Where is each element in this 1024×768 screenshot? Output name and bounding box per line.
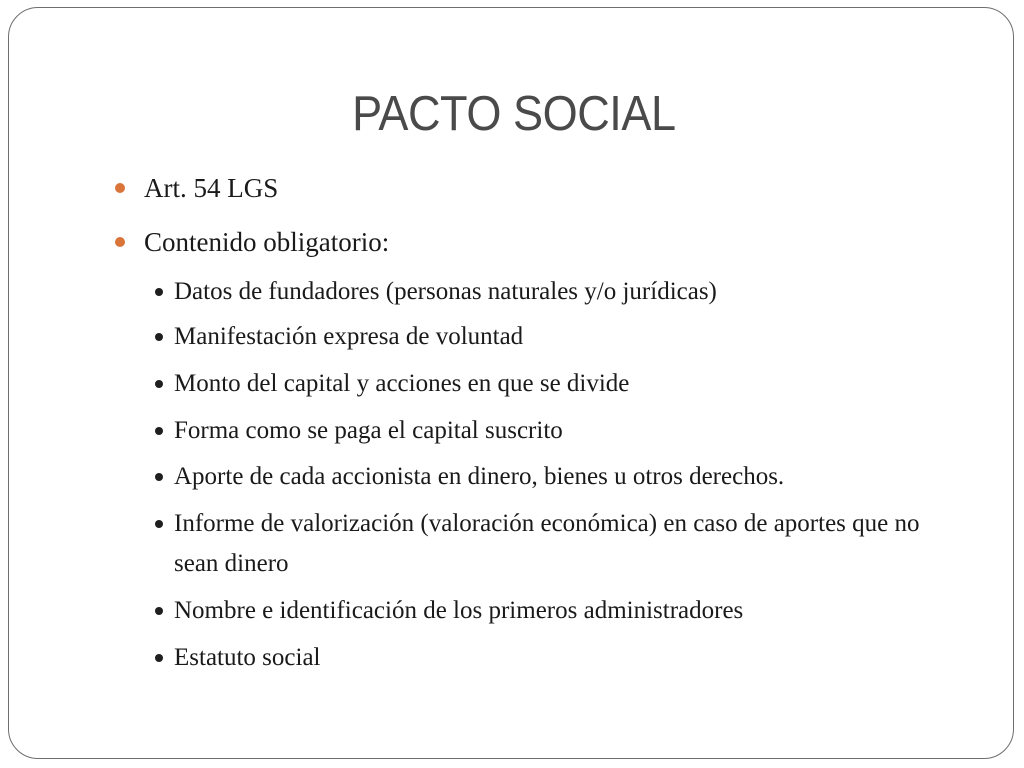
sub-bullet-marker-icon [155,427,163,435]
sub-bullet-item: Monto del capital y acciones en que se divide [174,370,630,397]
bullet-marker-icon [115,237,125,247]
sub-bullet-item: Nombre e identificación de los primeros administradores [174,597,744,624]
sub-bullet-marker-icon [155,380,163,388]
sub-bullet-item: Estatuto social [174,644,321,671]
sub-bullet-marker-icon [155,473,163,481]
sub-bullet-marker-icon [155,288,163,296]
sub-bullet-item: Datos de fundadores (personas naturales y/o jurídicas) [174,278,717,305]
bullet-marker-icon [115,183,125,193]
sub-bullet-item: Manifestación expresa de voluntad [174,323,524,350]
sub-bullet-marker-icon [155,607,163,615]
sub-bullet-item: Aporte de cada accionista en dinero, bienes u otros derechos. [174,463,785,490]
slide-title: PACTO SOCIAL [352,87,676,141]
bullet-item: Contenido obligatorio: [144,227,390,257]
sub-bullet-marker-icon [155,654,163,662]
bullet-item: Art. 54 LGS [144,173,279,203]
sub-bullet-item: Informe de valorización (valoración económica) en caso de aportes que no sean dinero [174,510,920,577]
sub-bullet-item: Forma como se paga el capital suscrito [174,417,563,444]
sub-bullet-marker-icon [155,333,163,341]
sub-bullet-marker-icon [155,520,163,528]
